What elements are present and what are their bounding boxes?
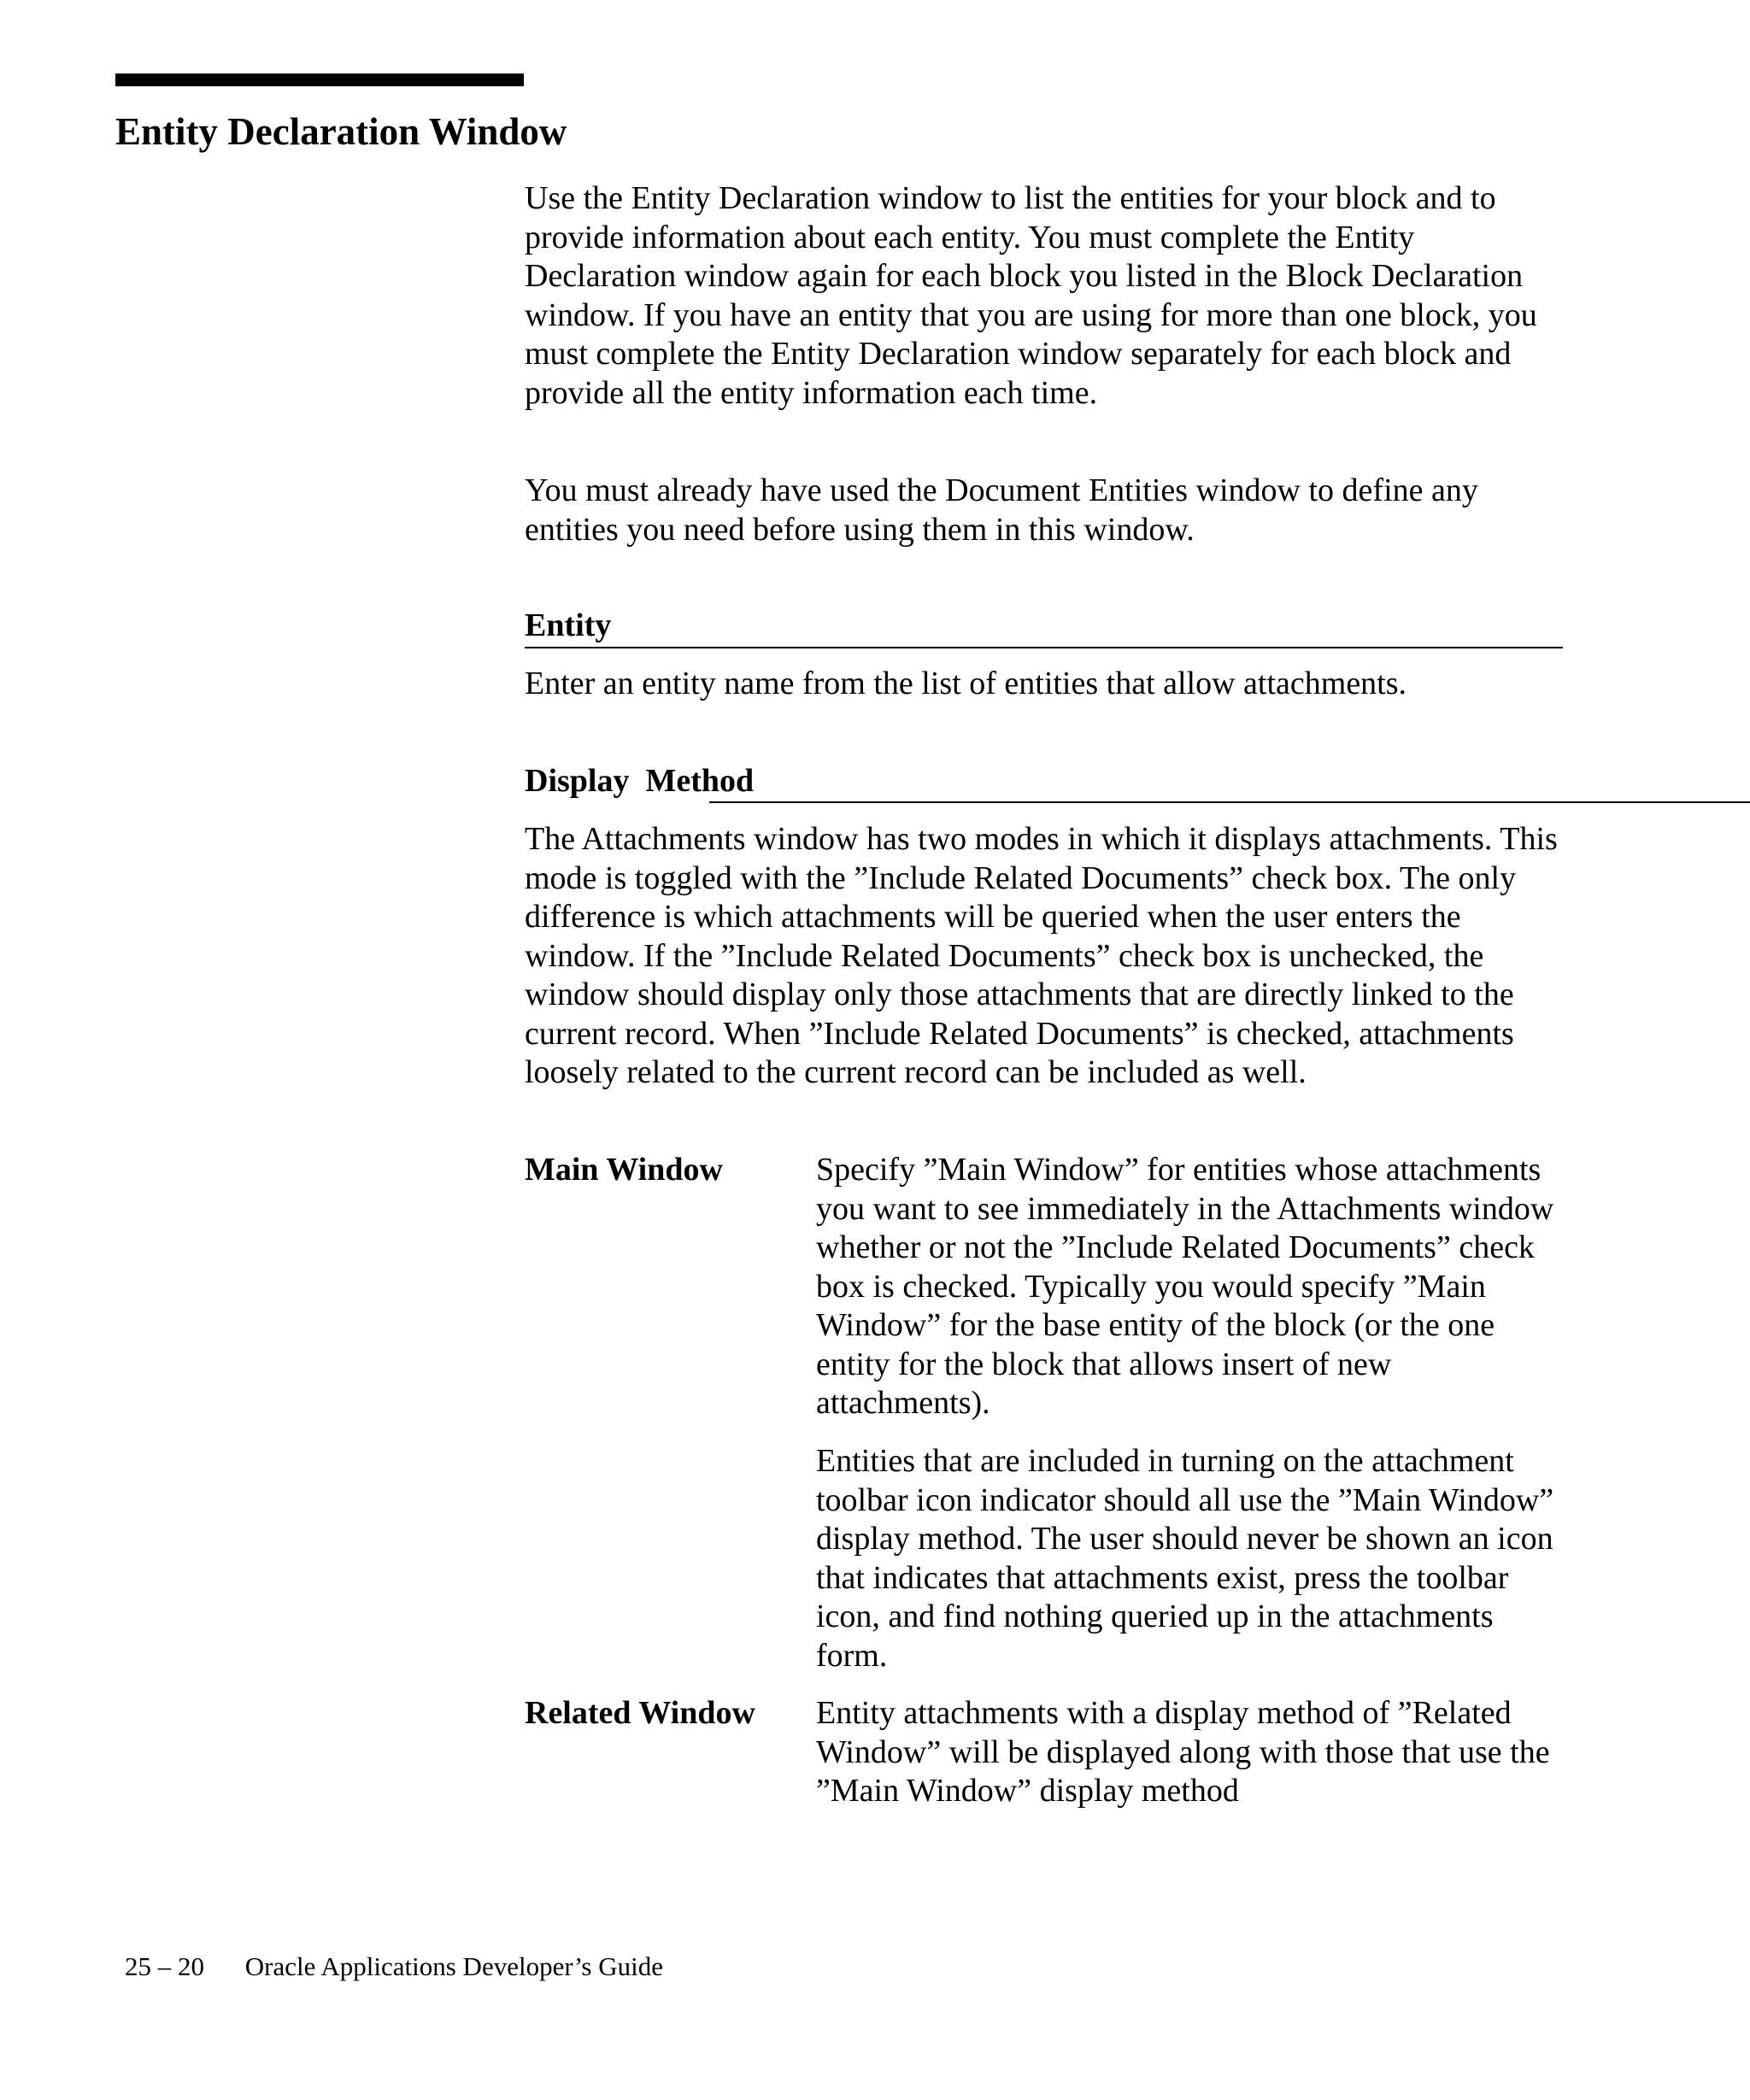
option-related-window-paragraph-1: Entity attachments with a display method of ”Related Window” will be displayed along with those that use the ”Main Window” display method (816, 1695, 1550, 1809)
intro-paragraph-2: You must already have used the Document Entities window to define any entities you need before using them in this window. (525, 472, 1478, 548)
display-method-heading: Display Method (525, 763, 755, 799)
display-method-heading-rule (709, 801, 1750, 803)
section-top-rule (115, 73, 524, 86)
footer-page-number: 25 – 20 (125, 1951, 204, 1981)
entity-heading-rule (525, 647, 1563, 648)
entity-field-heading: Entity (525, 607, 612, 643)
display-method-description: The Attachments window has two modes in which it displays attachments. This mode is toggled with the ”Include Related Documents” check box. The only difference is which attachments will be queried when the user enters the window. If the ”Include Related Documents” check box is unchecked, the window should display only those attachments that are directly linked to the current record. When ”Include Related Documents” is checked, attachments loosely related to the current record can be included as well. (525, 821, 1558, 1090)
option-main-window-paragraph-1: Specify ”Main Window” for entities whose attachments you want to see immediately in the Attachments window whether or not the ”Include Related Documents” check box is checked. Typically you would specify ”Main Window” for the base entity of the block (or the one entity for the block that allows insert of new attachments). (816, 1152, 1554, 1421)
page-footer (125, 1950, 663, 1984)
intro-paragraph-1: Use the Entity Declaration window to list the entities for your block and to provide information about each entity. You must complete the Entity Declaration window again for each block you listed in the Block Declaration window. If you have an entity that you are using for more than one block, you must complete the Entity Declaration window separately for each block and provide all the entity information each time. (525, 180, 1537, 411)
option-term-related-window: Related Window (525, 1695, 755, 1731)
section-title: Entity Declaration Window (115, 110, 567, 153)
entity-field-description: Enter an entity name from the list of entities that allow attachments. (525, 666, 1407, 701)
footer-book-title: Oracle Applications Developer’s Guide (244, 1951, 663, 1981)
option-term-main-window: Main Window (525, 1152, 723, 1188)
option-main-window-paragraph-2: Entities that are included in turning on the attachment toolbar icon indicator should all use the ”Main Window” display method. The user should never be shown an icon that indicates that attachments exist, press the toolbar icon, and find nothing queried up in the attachments form. (816, 1443, 1554, 1674)
